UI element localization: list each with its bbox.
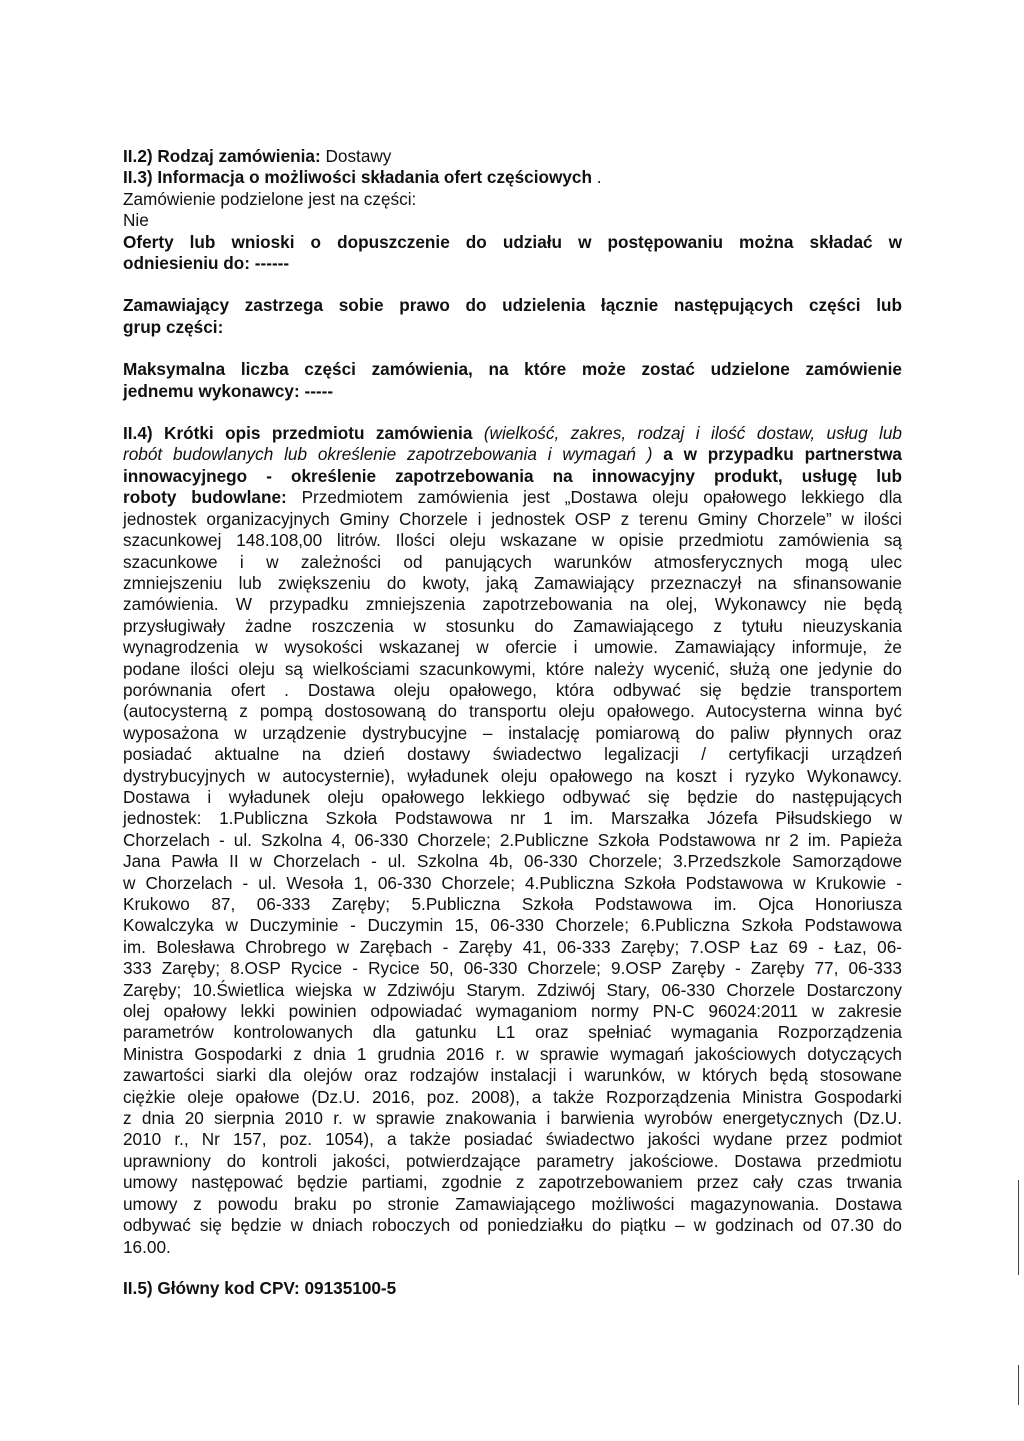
offers-text-line1: Oferty lub wnioski o dopuszczenie do udziału w postępowaniu można składać w [123, 231, 902, 252]
max-parts-line2: jednemu wykonawcy: ----- [123, 380, 334, 401]
description-line: Chorzelach - ul. Szkolna 4, 06-330 Chorzele; 2.Publiczne Szkoła Podstawowa nr 2 im. Papieża [123, 829, 902, 850]
description-line: posiadać aktualne na dzień dostawy świadectwo legalizacji / certyfikacji urządzeń [123, 744, 902, 765]
section-ii4-bold2: a w przypadku partnerstwa [652, 444, 902, 465]
description-line: Krukowo 87, 06-333 Zaręby; 5.Publiczna Szkoła Podstawowa im. Ojca Honoriusza [123, 894, 902, 914]
description-line: zamówienia. W przypadku zmniejszenia zapotrzebowania na olej, Wykonawcy nie będą [123, 594, 902, 615]
section-ii5-label: II.5) Główny kod CPV: [123, 1277, 300, 1298]
section-ii4-bold4: roboty budowlane: [123, 487, 287, 508]
description-line: odbywać się będzie w dniach roboczych od poniedziałku do piątku – w godzinach od 07.30 do [123, 1215, 902, 1236]
description-line: im. Bolesława Chrobrego w Zarębach - Zaręby 41, 06-333 Zaręby; 7.OSP Łaz 69 - Łaz, 06- [123, 936, 902, 957]
section-ii4-line2 [123, 444, 902, 465]
document-page [123, 146, 902, 1299]
description-line: umowy z powodu braku po stronie Zamawiającego możliwości magazynowania. Dostawa [123, 1193, 902, 1214]
description-line: podane ilości oleju są wielkościami szacunkowymi, które należy wycenić, służą one jedynie do [123, 658, 902, 679]
description-line: wyposażona w urządzenie dystrybucyjne – instalację pomiarową do paliw płynnych oraz [123, 722, 902, 743]
description-body [123, 509, 902, 1237]
scan-edge-mark [1018, 1365, 1019, 1405]
section-ii4-italic2: robót budowlanych lub określenie zapotrzebowania i wymagań ) [123, 444, 653, 465]
section-ii2-value: Dostawy [320, 146, 392, 166]
description-line: umowy następować będzie partiami, zgodnie z zapotrzebowaniem przez cały czas trwania [123, 1172, 902, 1193]
description-line: porównania ofert . Dostawa oleju opałowego, która odbywać się będzie transportem [123, 679, 902, 700]
section-ii4-text4: Przedmiotem zamówienia jest „Dostawa oleju opałowego lekkiego dla [286, 487, 902, 508]
description-line: Jana Pawła II w Chorzelach - ul. Szkolna 4b, 06-330 Chorzele; 3.Przedszkole Samorządowe [123, 851, 902, 872]
section-ii3-label: II.3) Informacja o możliwości składania ofert częściowych [123, 167, 592, 188]
reserve-text-line1: Zamawiający zastrzega sobie prawo do udzielenia łącznie następujących części lub [123, 295, 902, 316]
description-line: z dnia 20 sierpnia 2010 r. w sprawie znakowania i barwienia wyrobów energetycznych (Dz.U. [123, 1108, 902, 1129]
description-line: olej opałowy lekki powinien odpowiadać wymaganiom normy PN-C 96024:2011 w zakresie [123, 1001, 902, 1022]
description-line: Ministra Gospodarki z dnia 1 grudnia 2016 r. w sprawie wymagań jakościowych dotyczących [123, 1043, 902, 1064]
max-parts-line1: Maksymalna liczba części zamówienia, na które może zostać udzielone zamówienie [123, 359, 902, 380]
section-ii4-italic1: (wielkość, zakres, rodzaj i ilość dostaw, usług lub [483, 423, 902, 444]
section-ii4-line4 [123, 487, 902, 508]
reserve-text-line2: grup części: [123, 316, 224, 337]
section-ii4-line1 [123, 423, 902, 444]
description-line: parametrów kontrolowanych dla gatunku L1 oraz spełniać wymagania Rozporządzenia [123, 1022, 902, 1043]
description-line: Kowalczyka w Duczyminie - Duczymin 15, 06-330 Chorzele; 6.Publiczna Szkoła Podstawowa [123, 915, 902, 936]
section-ii4-label: II.4) Krótki opis przedmiotu zamówienia [123, 423, 484, 444]
description-line: w Chorzelach - ul. Wesoła 1, 06-330 Chorzele; 4.Publiczna Szkoła Podstawowa w Krukowie - [123, 872, 902, 893]
section-ii4-line3: innowacyjnego - określenie zapotrzebowania na innowacyjny produkt, usługę lub [123, 465, 902, 486]
scan-edge-mark [1018, 1180, 1019, 1275]
section-ii2-label: II.2) Rodzaj zamówienia: [123, 146, 321, 166]
description-line: przysługiwały żadne roszczenia w stosunku do Zamawiającego z tytułu nieuzyskania [123, 615, 902, 636]
description-line: ciężkie oleje opałowe (Dz.U. 2016, poz. 2008), a także Rozporządzenia Ministra Gospodarki [123, 1086, 902, 1107]
description-line: (autocysterną z pompą dostosowaną do transportu oleju opałowego. Autocysterna winna być [123, 701, 902, 722]
description-line: dystrybucyjnych w autocysternie), wyładunek oleju opałowego na koszt i ryzyko Wykonawcy. [123, 765, 902, 786]
partial-orders-answer: Nie [123, 210, 149, 231]
section-ii3-heading [123, 167, 902, 188]
description-line: jednostek: 1.Publiczna Szkoła Podstawowa nr 1 im. Marszałka Józefa Piłsudskiego w [123, 808, 902, 829]
description-line: uprawniony do kontroli jakości, potwierdzające parametry jakościowe. Dostawa przedmiotu [123, 1150, 902, 1171]
description-line: Zaręby; 10.Świetlica wiejska w Zdziwóju Starym. Zdziwój Stary, 06-330 Chorzele Dostarczony [123, 979, 902, 1000]
description-line: zawartości siarki dla olejów oraz rodzajów instalacji i warunków, w których będą stosowane [123, 1065, 902, 1086]
cpv-code: 09135100-5 [299, 1277, 397, 1298]
description-line: wynagrodzenia w wysokości wskazanej w ofercie i umowie. Zamawiający informuje, że [123, 637, 902, 658]
section-ii3-suffix: . [592, 167, 602, 188]
section-ii2 [123, 146, 902, 167]
description-last-line: 16.00. [123, 1236, 171, 1257]
description-line: zmniejszeniu lub zwiększeniu do kwoty, jaką Zamawiający przeznaczył na sfinansowanie [123, 572, 902, 593]
description-line: 2010 r., Nr 157, poz. 1054), a także posiadać świadectwo jakości wydane przez podmiot [123, 1129, 902, 1150]
partial-orders-question: Zamówienie podzielone jest na części: [123, 188, 417, 209]
description-line: 333 Zaręby; 8.OSP Rycice - Rycice 50, 06-330 Chorzele; 9.OSP Zaręby - Zaręby 77, 06-333 [123, 958, 902, 979]
offers-text-line2: odniesieniu do: ------ [123, 253, 290, 274]
description-line: szacunkowe i w zależności od panujących warunków atmosferycznych mogą ulec [123, 551, 902, 572]
section-ii5 [123, 1278, 902, 1299]
description-line: jednostek organizacyjnych Gminy Chorzele i jednostek OSP z terenu Gminy Chorzele” w ilości [123, 508, 902, 529]
description-line: Dostawa i wyładunek oleju opałowego lekkiego odbywać się będzie do następujących [123, 786, 902, 807]
description-line: szacunkowej 148.108,00 litrów. Ilości oleju wskazane w opisie przedmiotu zamówienia są [123, 530, 902, 551]
